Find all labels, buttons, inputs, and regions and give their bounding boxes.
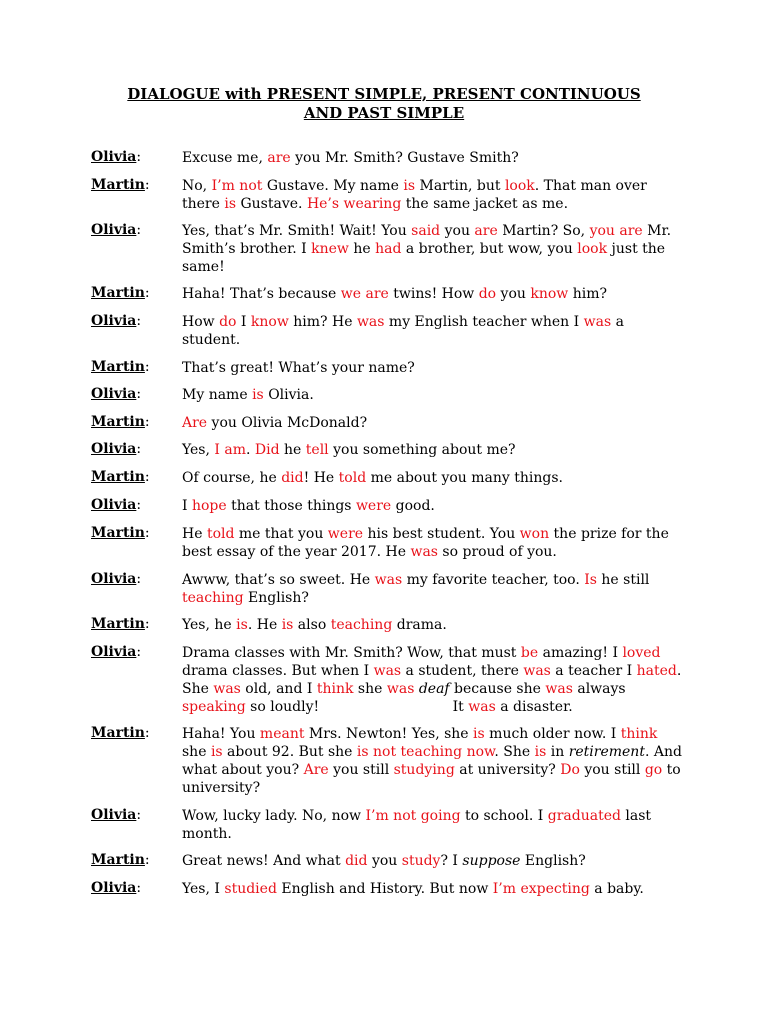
speaker-label: [91, 177, 150, 193]
dialogue-text: amazing! I: [538, 645, 623, 661]
dialogue-text: Mrs. Newton! Yes, she: [304, 726, 474, 742]
dialogue-text: Gustave.: [236, 196, 307, 212]
highlighted-verb: I am: [214, 442, 247, 458]
dialogue-text: Awww, that’s so sweet. He: [182, 572, 375, 588]
dialogue-text: How: [182, 314, 220, 330]
dialogue-text: That’s great! What’s your name?: [182, 360, 415, 376]
speaker-label: [91, 644, 141, 660]
highlighted-verb: did: [345, 853, 368, 869]
title-line-1: DIALOGUE with PRESENT SIMPLE, PRESENT CONTINUOUS: [127, 85, 641, 103]
dialogue-text: My name: [182, 387, 253, 403]
highlighted-verb: had: [375, 241, 402, 257]
italic-word: retirement: [568, 744, 645, 760]
highlighted-verb: was: [356, 314, 385, 330]
dialogue-text: .: [246, 442, 255, 458]
dialogue-line: [182, 313, 682, 349]
dialogue-line: [182, 359, 682, 377]
speaker-colon: :: [144, 285, 150, 301]
dialogue-text: he still: [596, 572, 650, 588]
highlighted-verb: graduated: [547, 808, 621, 824]
speaker-label: [91, 525, 150, 541]
speaker-name: Martin: [91, 177, 145, 193]
dialogue-text: . And what about you?: [182, 744, 682, 778]
dialogue-text: Haha! You: [182, 726, 260, 742]
speaker-name: Olivia: [91, 644, 137, 660]
highlighted-verb: hope: [191, 498, 227, 514]
dialogue-line: [182, 616, 682, 634]
highlighted-verb: was: [468, 699, 496, 715]
speaker-colon: :: [144, 616, 150, 632]
speaker-colon: :: [144, 852, 150, 868]
dialogue-text: a student, there: [401, 663, 524, 679]
speaker-label: [91, 285, 150, 301]
speaker-label: [91, 880, 141, 896]
dialogue-text: my favorite teacher, too.: [402, 572, 585, 588]
highlighted-verb: is: [210, 744, 223, 760]
dialogue-text: . She: [182, 663, 682, 697]
highlighted-verb: told: [206, 526, 235, 542]
highlighted-verb: was: [583, 314, 612, 330]
highlighted-verb: teaching: [182, 590, 244, 606]
highlighted-verb: Do: [560, 762, 580, 778]
highlighted-verb: were: [355, 498, 392, 514]
dialogue-line: [182, 386, 682, 404]
highlighted-verb: knew: [311, 241, 349, 257]
highlighted-verb: you are: [589, 223, 643, 239]
highlighted-verb: He’s wearing: [306, 196, 402, 212]
dialogue-text: much older now. I: [484, 726, 621, 742]
dialogue-text: the same jacket as me.: [401, 196, 569, 212]
italic-word: suppose: [462, 853, 521, 869]
highlighted-verb: think: [316, 681, 354, 697]
speaker-colon: :: [136, 644, 142, 660]
speaker-colon: :: [144, 469, 150, 485]
dialogue-text: I: [236, 314, 251, 330]
dialogue-text: just the same!: [182, 241, 666, 275]
highlighted-verb: meant: [259, 726, 305, 742]
speaker-colon: :: [136, 222, 142, 238]
dialogue-line: [182, 571, 682, 607]
speaker-name: Martin: [91, 414, 145, 430]
speaker-name: Martin: [91, 359, 145, 375]
dialogue-text: No,: [182, 178, 212, 194]
speaker-name: Olivia: [91, 386, 137, 402]
highlighted-verb: told: [338, 470, 367, 486]
dialogue-text: me about you many things.: [366, 470, 563, 486]
dialogue-text: English?: [520, 853, 586, 869]
dialogue-text: English and History. But now: [276, 881, 493, 897]
dialogue-text: Martin? So,: [497, 223, 590, 239]
dialogue-text: a baby.: [589, 881, 644, 897]
speaker-label: [91, 359, 150, 375]
speaker-label: [91, 807, 141, 823]
dialogue-text: old, and I: [240, 681, 317, 697]
highlighted-verb: loved: [622, 645, 661, 661]
dialogue-text: in: [546, 744, 569, 760]
dialogue-text: . She: [494, 744, 535, 760]
highlighted-verb: go: [644, 762, 663, 778]
highlighted-verb: was: [386, 681, 415, 697]
dialogue-text: the prize for the best essay of the year 2017. He: [182, 526, 669, 560]
dialogue-line: [182, 222, 682, 276]
dialogue-text: him?: [568, 286, 608, 302]
dialogue-line: [182, 285, 682, 303]
speaker-colon: :: [136, 149, 142, 165]
highlighted-verb: studied: [224, 881, 277, 897]
dialogue-text: . That man over there: [182, 178, 647, 212]
speaker-name: Martin: [91, 469, 145, 485]
dialogue-text: he: [279, 442, 306, 458]
highlighted-verb: study: [401, 853, 441, 869]
speaker-colon: :: [144, 359, 150, 375]
speaker-name: Martin: [91, 616, 145, 632]
dialogue-line: [182, 177, 682, 213]
dialogue-text: Martin, but: [415, 178, 505, 194]
dialogue-text: to university?: [182, 762, 681, 796]
highlighted-verb: know: [530, 286, 569, 302]
dialogue-text: Wow, lucky lady. No, now: [182, 808, 366, 824]
dialogue-line: [182, 807, 682, 843]
speaker-label: [91, 469, 150, 485]
highlighted-verb: are: [474, 223, 498, 239]
highlighted-verb: is: [224, 196, 237, 212]
speaker-label: [91, 222, 141, 238]
speaker-colon: :: [136, 571, 142, 587]
highlighted-verb: is: [534, 744, 547, 760]
highlighted-verb: was: [374, 572, 403, 588]
document-title: [0, 85, 768, 123]
dialogue-text: Of course, he: [182, 470, 282, 486]
dialogue-text: a teacher I: [550, 663, 637, 679]
highlighted-verb: teaching: [330, 617, 393, 633]
dialogue-text: a disaster.: [495, 699, 573, 715]
dialogue-text: Excuse me,: [182, 150, 268, 166]
dialogue-text: a student.: [182, 314, 624, 348]
highlighted-verb: do: [478, 286, 497, 302]
highlighted-verb: are: [267, 150, 291, 166]
speaker-colon: :: [136, 441, 142, 457]
highlighted-verb: were: [327, 526, 364, 542]
title-line-2: AND PAST SIMPLE: [303, 104, 465, 122]
dialogue-text: about 92. But she: [222, 744, 357, 760]
highlighted-verb: did: [281, 470, 304, 486]
speaker-name: Olivia: [91, 313, 137, 329]
dialogue-text: you still: [328, 762, 394, 778]
highlighted-verb: is: [473, 726, 485, 742]
highlighted-verb: is: [281, 617, 294, 633]
highlighted-verb: Is: [584, 572, 597, 588]
dialogue-text: Yes, I: [182, 881, 225, 897]
speaker-name: Martin: [91, 285, 145, 301]
highlighted-verb: studying: [393, 762, 455, 778]
speaker-colon: :: [144, 414, 150, 430]
speaker-label: [91, 616, 150, 632]
highlighted-verb: was: [545, 681, 573, 697]
dialogue-text: me that you: [234, 526, 328, 542]
dialogue-text: you something about me?: [328, 442, 516, 458]
dialogue-text: she: [182, 744, 211, 760]
dialogue-line: [182, 644, 682, 716]
dialogue-text: you Mr. Smith? Gustave Smith?: [290, 150, 519, 166]
dialogue-text: to school. I: [460, 808, 548, 824]
dialogue-text: drama classes. But when I: [182, 663, 374, 679]
dialogue-line: [182, 880, 682, 898]
dialogue-line: [182, 149, 682, 167]
dialogue-text: his best student. You: [363, 526, 520, 542]
dialogue-text: Great news! And what: [182, 853, 346, 869]
dialogue-text: that those things: [226, 498, 356, 514]
highlighted-verb: was: [523, 663, 551, 679]
dialogue-text: you Olivia McDonald?: [207, 415, 368, 431]
dialogue-text: he: [348, 241, 376, 257]
speaker-colon: :: [136, 313, 142, 329]
dialogue-text: Mr. Smith’s brother. I: [182, 223, 672, 257]
dialogue-text: you: [440, 223, 475, 239]
speaker-label: [91, 414, 150, 430]
dialogue-line: [182, 414, 682, 432]
dialogue-text: English?: [243, 590, 309, 606]
dialogue-text: Olivia.: [263, 387, 314, 403]
highlighted-verb: I’m not: [211, 178, 263, 194]
dialogue-text: because she: [449, 681, 546, 697]
dialogue-text: you: [367, 853, 402, 869]
highlighted-verb: I’m not going: [365, 808, 461, 824]
dialogue-text: Haha! That’s because: [182, 286, 341, 302]
dialogue-line: [182, 497, 682, 515]
speaker-label: [91, 149, 141, 165]
highlighted-verb: is: [403, 178, 416, 194]
dialogue-text: ! He: [303, 470, 339, 486]
highlighted-verb: won: [519, 526, 550, 542]
dialogue-line: [182, 441, 682, 459]
dialogue-text: twins! How: [388, 286, 479, 302]
speaker-name: Olivia: [91, 880, 137, 896]
dialogue-text: last month.: [182, 808, 652, 842]
dialogue-text: so loudly! It: [245, 699, 469, 715]
highlighted-verb: is: [236, 617, 248, 633]
speaker-colon: :: [144, 725, 150, 741]
highlighted-verb: hated: [636, 663, 677, 679]
speaker-colon: :: [136, 807, 142, 823]
highlighted-verb: is not teaching now: [356, 744, 495, 760]
dialogue-text: you still: [579, 762, 645, 778]
dialogue-text: my English teacher when I: [384, 314, 584, 330]
dialogue-text: . He: [247, 617, 282, 633]
speaker-colon: :: [136, 497, 142, 513]
dialogue-text: drama.: [392, 617, 447, 633]
highlighted-verb: think: [620, 726, 658, 742]
speaker-colon: :: [144, 177, 150, 193]
speaker-name: Olivia: [91, 441, 137, 457]
dialogue-text: always: [572, 681, 626, 697]
highlighted-verb: was: [373, 663, 402, 679]
dialogue-text: Drama classes with Mr. Smith? Wow, that must: [182, 645, 521, 661]
highlighted-verb: know: [250, 314, 289, 330]
highlighted-verb: is: [252, 387, 264, 403]
highlighted-verb: look: [577, 241, 608, 257]
dialogue-text: you: [496, 286, 531, 302]
dialogue-text: a brother, but wow, you: [401, 241, 578, 257]
speaker-name: Olivia: [91, 571, 137, 587]
speaker-label: [91, 313, 141, 329]
dialogue-text: Yes, he: [182, 617, 237, 633]
dialogue-line: [182, 469, 682, 487]
speaker-name: Martin: [91, 525, 145, 541]
speaker-label: [91, 725, 150, 741]
highlighted-verb: Are: [182, 415, 208, 431]
speaker-label: [91, 571, 141, 587]
highlighted-verb: be: [520, 645, 539, 661]
highlighted-verb: look: [504, 178, 535, 194]
highlighted-verb: I’m expecting: [492, 881, 590, 897]
dialogue-line: [182, 852, 682, 870]
speaker-name: Olivia: [91, 222, 137, 238]
dialogue-line: [182, 525, 682, 561]
speaker-label: [91, 441, 141, 457]
dialogue-text: Gustave. My name: [262, 178, 404, 194]
speaker-label: [91, 497, 141, 513]
highlighted-verb: tell: [305, 442, 329, 458]
speaker-name: Olivia: [91, 149, 137, 165]
speaker-label: [91, 852, 150, 868]
dialogue-text: ? I: [440, 853, 463, 869]
speaker-label: [91, 386, 141, 402]
dialogue-text: at university?: [454, 762, 561, 778]
highlighted-verb: Did: [254, 442, 280, 458]
dialogue-text: I: [182, 498, 192, 514]
speaker-colon: :: [136, 880, 142, 896]
dialogue-line: [182, 725, 682, 797]
speaker-name: Martin: [91, 725, 145, 741]
speaker-name: Martin: [91, 852, 145, 868]
dialogue-text: also: [293, 617, 331, 633]
dialogue-text: Yes,: [182, 442, 215, 458]
dialogue-text: him? He: [288, 314, 357, 330]
highlighted-verb: said: [411, 223, 441, 239]
speaker-colon: :: [144, 525, 150, 541]
speaker-colon: :: [136, 386, 142, 402]
italic-word: deaf: [418, 681, 450, 697]
highlighted-verb: was: [410, 544, 438, 560]
highlighted-verb: do: [219, 314, 237, 330]
dialogue-text: so proud of you.: [437, 544, 557, 560]
highlighted-verb: was: [213, 681, 241, 697]
speaker-name: Olivia: [91, 497, 137, 513]
highlighted-verb: Are: [303, 762, 329, 778]
speaker-name: Olivia: [91, 807, 137, 823]
highlighted-verb: we are: [340, 286, 389, 302]
highlighted-verb: speaking: [182, 699, 246, 715]
dialogue-text: she: [353, 681, 387, 697]
dialogue-text: He: [182, 526, 207, 542]
dialogue-text: good.: [391, 498, 435, 514]
dialogue-text: Yes, that’s Mr. Smith! Wait! You: [182, 223, 412, 239]
